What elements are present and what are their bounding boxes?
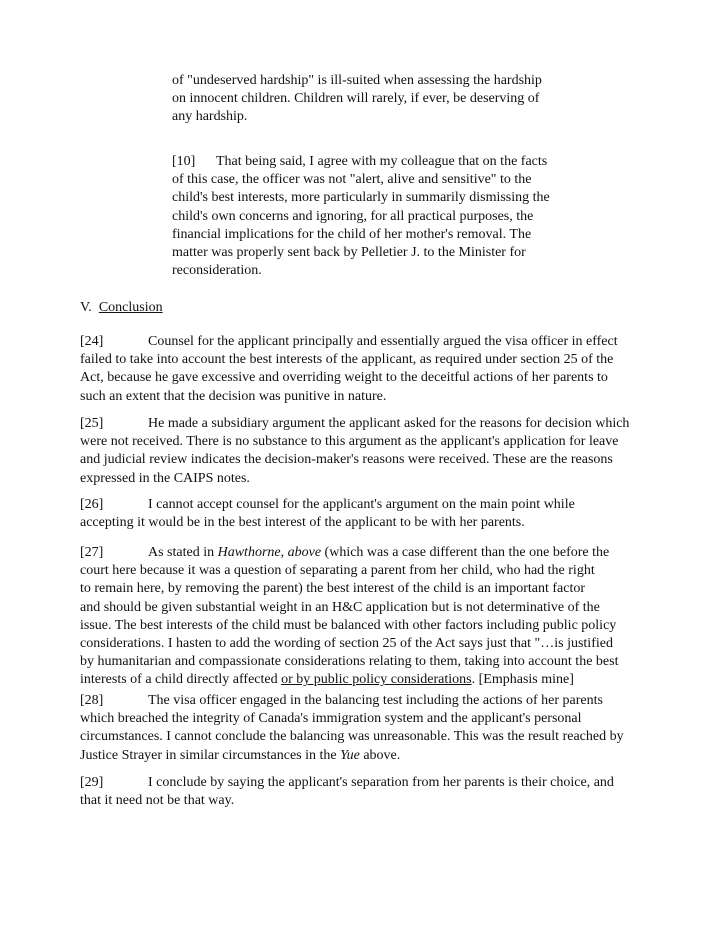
quote-paragraph-number: [10] bbox=[172, 154, 196, 169]
quote-line: on innocent children. Children will rarely, if ever, be deserving of bbox=[172, 91, 540, 107]
paragraph-text: Justice Strayer in similar circumstances in the bbox=[80, 747, 341, 763]
paragraph-first-line: I conclude by saying the applicant's separation from her parents is their choice, and bbox=[148, 775, 614, 790]
paragraph-line: failed to take into account the best interests of the applicant, as required under section 25 of the bbox=[80, 352, 614, 368]
paragraph-text: . [Emphasis mine] bbox=[471, 672, 574, 688]
quote-block-2 bbox=[172, 153, 592, 280]
paragraph-line bbox=[80, 333, 660, 351]
quote-line: child's best interests, more particularly in summarily dismissing the bbox=[172, 190, 550, 206]
paragraph-number: [26] bbox=[80, 497, 104, 512]
paragraph-text: (which was a case different than the one before the bbox=[321, 545, 610, 560]
paragraph-text: As stated in bbox=[148, 545, 218, 560]
paragraph-number: [25] bbox=[80, 416, 104, 431]
paragraph-line: by humanitarian and compassionate considerations relating to them, taking into account the best bbox=[80, 654, 619, 670]
paragraph-line bbox=[80, 496, 660, 514]
quote-line: matter was properly sent back by Pelletier J. to the Minister for bbox=[172, 245, 526, 261]
section-numeral: V. bbox=[80, 300, 92, 315]
paragraph-text: interests of a child directly affected bbox=[80, 672, 282, 688]
paragraph-line bbox=[80, 692, 660, 710]
paragraph-29 bbox=[80, 774, 660, 810]
paragraph-line: such an extent that the decision was punitive in nature. bbox=[80, 388, 387, 404]
paragraph-line bbox=[80, 774, 660, 792]
paragraph-line: issue. The best interests of the child must be balanced with other factors including public policy bbox=[80, 617, 617, 633]
paragraph-number: [24] bbox=[80, 334, 104, 349]
paragraph-26 bbox=[80, 496, 660, 532]
quote-line: child's own concerns and ignoring, for all practical purposes, the bbox=[172, 208, 534, 224]
quote-line: of "undeserved hardship" is ill-suited when assessing the hardship bbox=[172, 73, 542, 88]
paragraph-line: that it need not be that way. bbox=[80, 793, 235, 809]
case-citation: Hawthorne, above bbox=[217, 545, 322, 560]
paragraph-line bbox=[80, 544, 660, 562]
paragraph-25 bbox=[80, 415, 660, 488]
paragraph-line: court here because it was a question of separating a parent from her child, who had the right bbox=[80, 563, 595, 579]
paragraph-24 bbox=[80, 333, 660, 406]
paragraph-line: and should be given substantial weight in an H&C application but is not determinative of the bbox=[80, 599, 600, 615]
emphasized-text: or by public policy considerations bbox=[281, 672, 472, 688]
paragraph-line: were not received. There is no substance to this argument as the applicant's application for leave bbox=[80, 434, 619, 450]
paragraph-line: expressed in the CAIPS notes. bbox=[80, 470, 250, 486]
quote-line bbox=[172, 153, 592, 171]
quote-block-1 bbox=[172, 72, 592, 127]
paragraph-line bbox=[80, 671, 660, 689]
case-citation: Yue bbox=[340, 747, 360, 763]
paragraph-text: above. bbox=[359, 747, 401, 763]
paragraph-line: considerations. I hasten to add the wording of section 25 of the Act says just that "…is justified bbox=[80, 636, 613, 652]
paragraph-line: which breached the integrity of Canada's immigration system and the applicant's personal bbox=[80, 711, 582, 727]
paragraph-line: accepting it would be in the best interest of the applicant to be with her parents. bbox=[80, 515, 525, 531]
paragraph-first-line: Counsel for the applicant principally and essentially argued the visa officer in effect bbox=[148, 334, 618, 349]
paragraph-line: and judicial review indicates the decision-maker's reasons were received. These are the reasons bbox=[80, 452, 613, 468]
paragraph-number: [29] bbox=[80, 775, 104, 790]
paragraph-number: [28] bbox=[80, 693, 104, 708]
paragraph-28 bbox=[80, 692, 660, 765]
paragraph-line: Act, because he gave excessive and overriding weight to the deceitful actions of her parents to bbox=[80, 370, 608, 386]
quote-line: any hardship. bbox=[172, 109, 248, 125]
section-title: Conclusion bbox=[98, 300, 163, 315]
section-heading bbox=[80, 299, 660, 317]
paragraph-first-line: The visa officer engaged in the balancing test including the actions of her parents bbox=[148, 693, 603, 708]
quote-line: financial implications for the child of her mother's removal. The bbox=[172, 226, 532, 242]
quote-line: reconsideration. bbox=[172, 263, 262, 279]
paragraph-line: to remain here, by removing the parent) the best interest of the child is an important factor bbox=[80, 581, 585, 597]
paragraph-line: circumstances. I cannot conclude the balancing was unreasonable. This was the result reached by bbox=[80, 729, 624, 745]
paragraph-first-line: He made a subsidiary argument the applicant asked for the reasons for decision which bbox=[148, 416, 630, 431]
quote-line: of this case, the officer was not "alert, alive and sensitive" to the bbox=[172, 172, 532, 188]
paragraph-line bbox=[80, 415, 660, 433]
paragraph-number: [27] bbox=[80, 545, 104, 560]
paragraph-line bbox=[80, 747, 660, 765]
paragraph-first-line: I cannot accept counsel for the applicant's argument on the main point while bbox=[148, 497, 575, 512]
paragraph-27 bbox=[80, 544, 660, 690]
quote-first-line: That being said, I agree with my colleague that on the facts bbox=[216, 154, 548, 169]
